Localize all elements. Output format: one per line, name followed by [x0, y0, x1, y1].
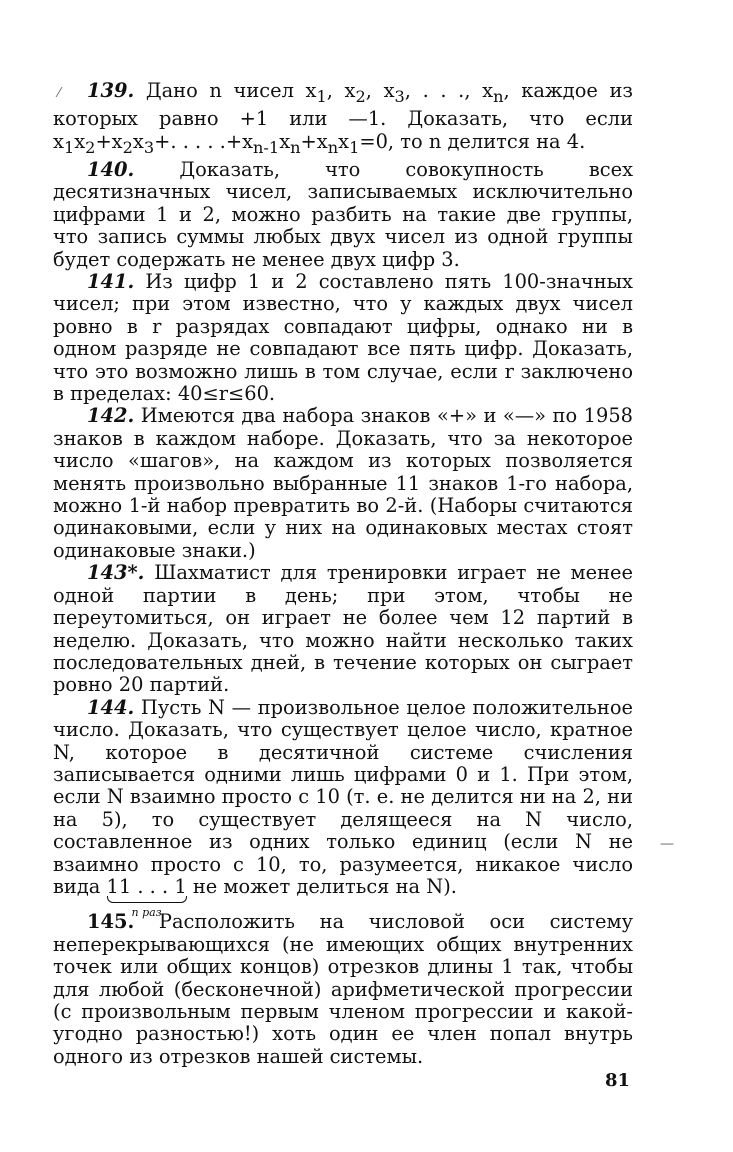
problem-number: 144.: [87, 695, 135, 719]
problem-number: 143*.: [87, 561, 145, 585]
margin-dash: —: [660, 836, 674, 852]
problem-text: Доказать, что совокупность всех десятизначных чисел, записываемых исключительно цифрами 1 и 2, можно разбить на такие две группы, что запись суммы любых двух чисел из одной группы будет содержать не менее двух цифр 3.: [53, 157, 634, 271]
underbrace-expression: [106, 874, 187, 919]
problem-text: Дано n чисел $x_1$, $x_2$, $x_3$, . . ., $x_n$, каждое из которых равно +1 или —1. Доказать, что если $x_1x_2+x_2x_3+$. . . . $.+x_{n-1}x_n+x_nx_1=0$, то n делится на 4.: [53, 79, 633, 157]
problem-143: [53, 562, 633, 696]
underbrace-label: n раз: [131, 905, 162, 919]
problem-number: 142.: [87, 404, 135, 428]
problem-140: [53, 159, 633, 271]
problem-number: 145.: [87, 910, 135, 934]
problem-number: 140.: [87, 157, 135, 181]
problem-text: Имеются два набора знаков «+» и «—» по 1958 знаков в каждом наборе. Доказать, что за некоторое число «шагов», на каждом из которых позволяется менять произвольно выбранные 11 знаков 1-го набора, можно 1-й набор превратить во 2-й. (Наборы считаются одинаковыми, если у них на одинаковых местах стоят одинаковые знаки.): [53, 404, 633, 562]
problem-text: Из цифр 1 и 2 составлено пять 100-значных чисел; при этом известно, что у каждых двух чисел ровно в r разрядах совпадают цифры, однако ни в одном разряде не совпадают все пять цифр. Доказать, что это возможно лишь в том случае, если r заключено в пределах: 40≤r≤60.: [53, 270, 633, 406]
margin-mark: ⁄: [58, 86, 61, 101]
page-content: [53, 80, 633, 1068]
problem-number: 141.: [87, 270, 135, 293]
repunit-expression: 11 . . . 1: [106, 874, 187, 898]
problem-141: [53, 271, 633, 405]
page-number: 81: [604, 1070, 630, 1091]
problem-144: [53, 695, 633, 919]
problem-text: Шахматист для тренировки играет не менее одной партии в день; при этом, чтобы не переутомиться, он играет не более чем 12 партий в неделю. Доказать, что можно найти несколько таких последовательных дней, в течение которых он сыграет ровно 20 партий.: [53, 561, 633, 697]
problem-text: Расположить на числовой оси систему неперекрывающихся (не имеющих общих внутренних точек или общих концов) отрезков длины 1 так, чтобы для любой (бесконечной) арифметической прогрессии (с произвольным первым членом прогрессии и какой-угодно разностью!) хоть один ее член попал внутрь одного из отрезков нашей системы.: [53, 910, 633, 1068]
problem-text-end: не может делиться на N).: [192, 874, 457, 898]
problem-139: [53, 80, 633, 159]
problem-number: 139.: [87, 79, 135, 102]
problem-text: Пусть N — произвольное целое положительное число. Доказать, что существует целое число, кратное N, которое в десятичной системе счисления записывается одними лишь цифрами 0 и 1. При этом, если N взаимно просто с 10 (т. е. не делится ни на 2, ни на 5), то существует делящееся на N число, составленное из одних только единиц (если N не взаимно просто с 10, то, разумеется, никакое число вида: [53, 695, 633, 898]
problem-142: [53, 405, 633, 562]
problem-145: [53, 911, 633, 1068]
